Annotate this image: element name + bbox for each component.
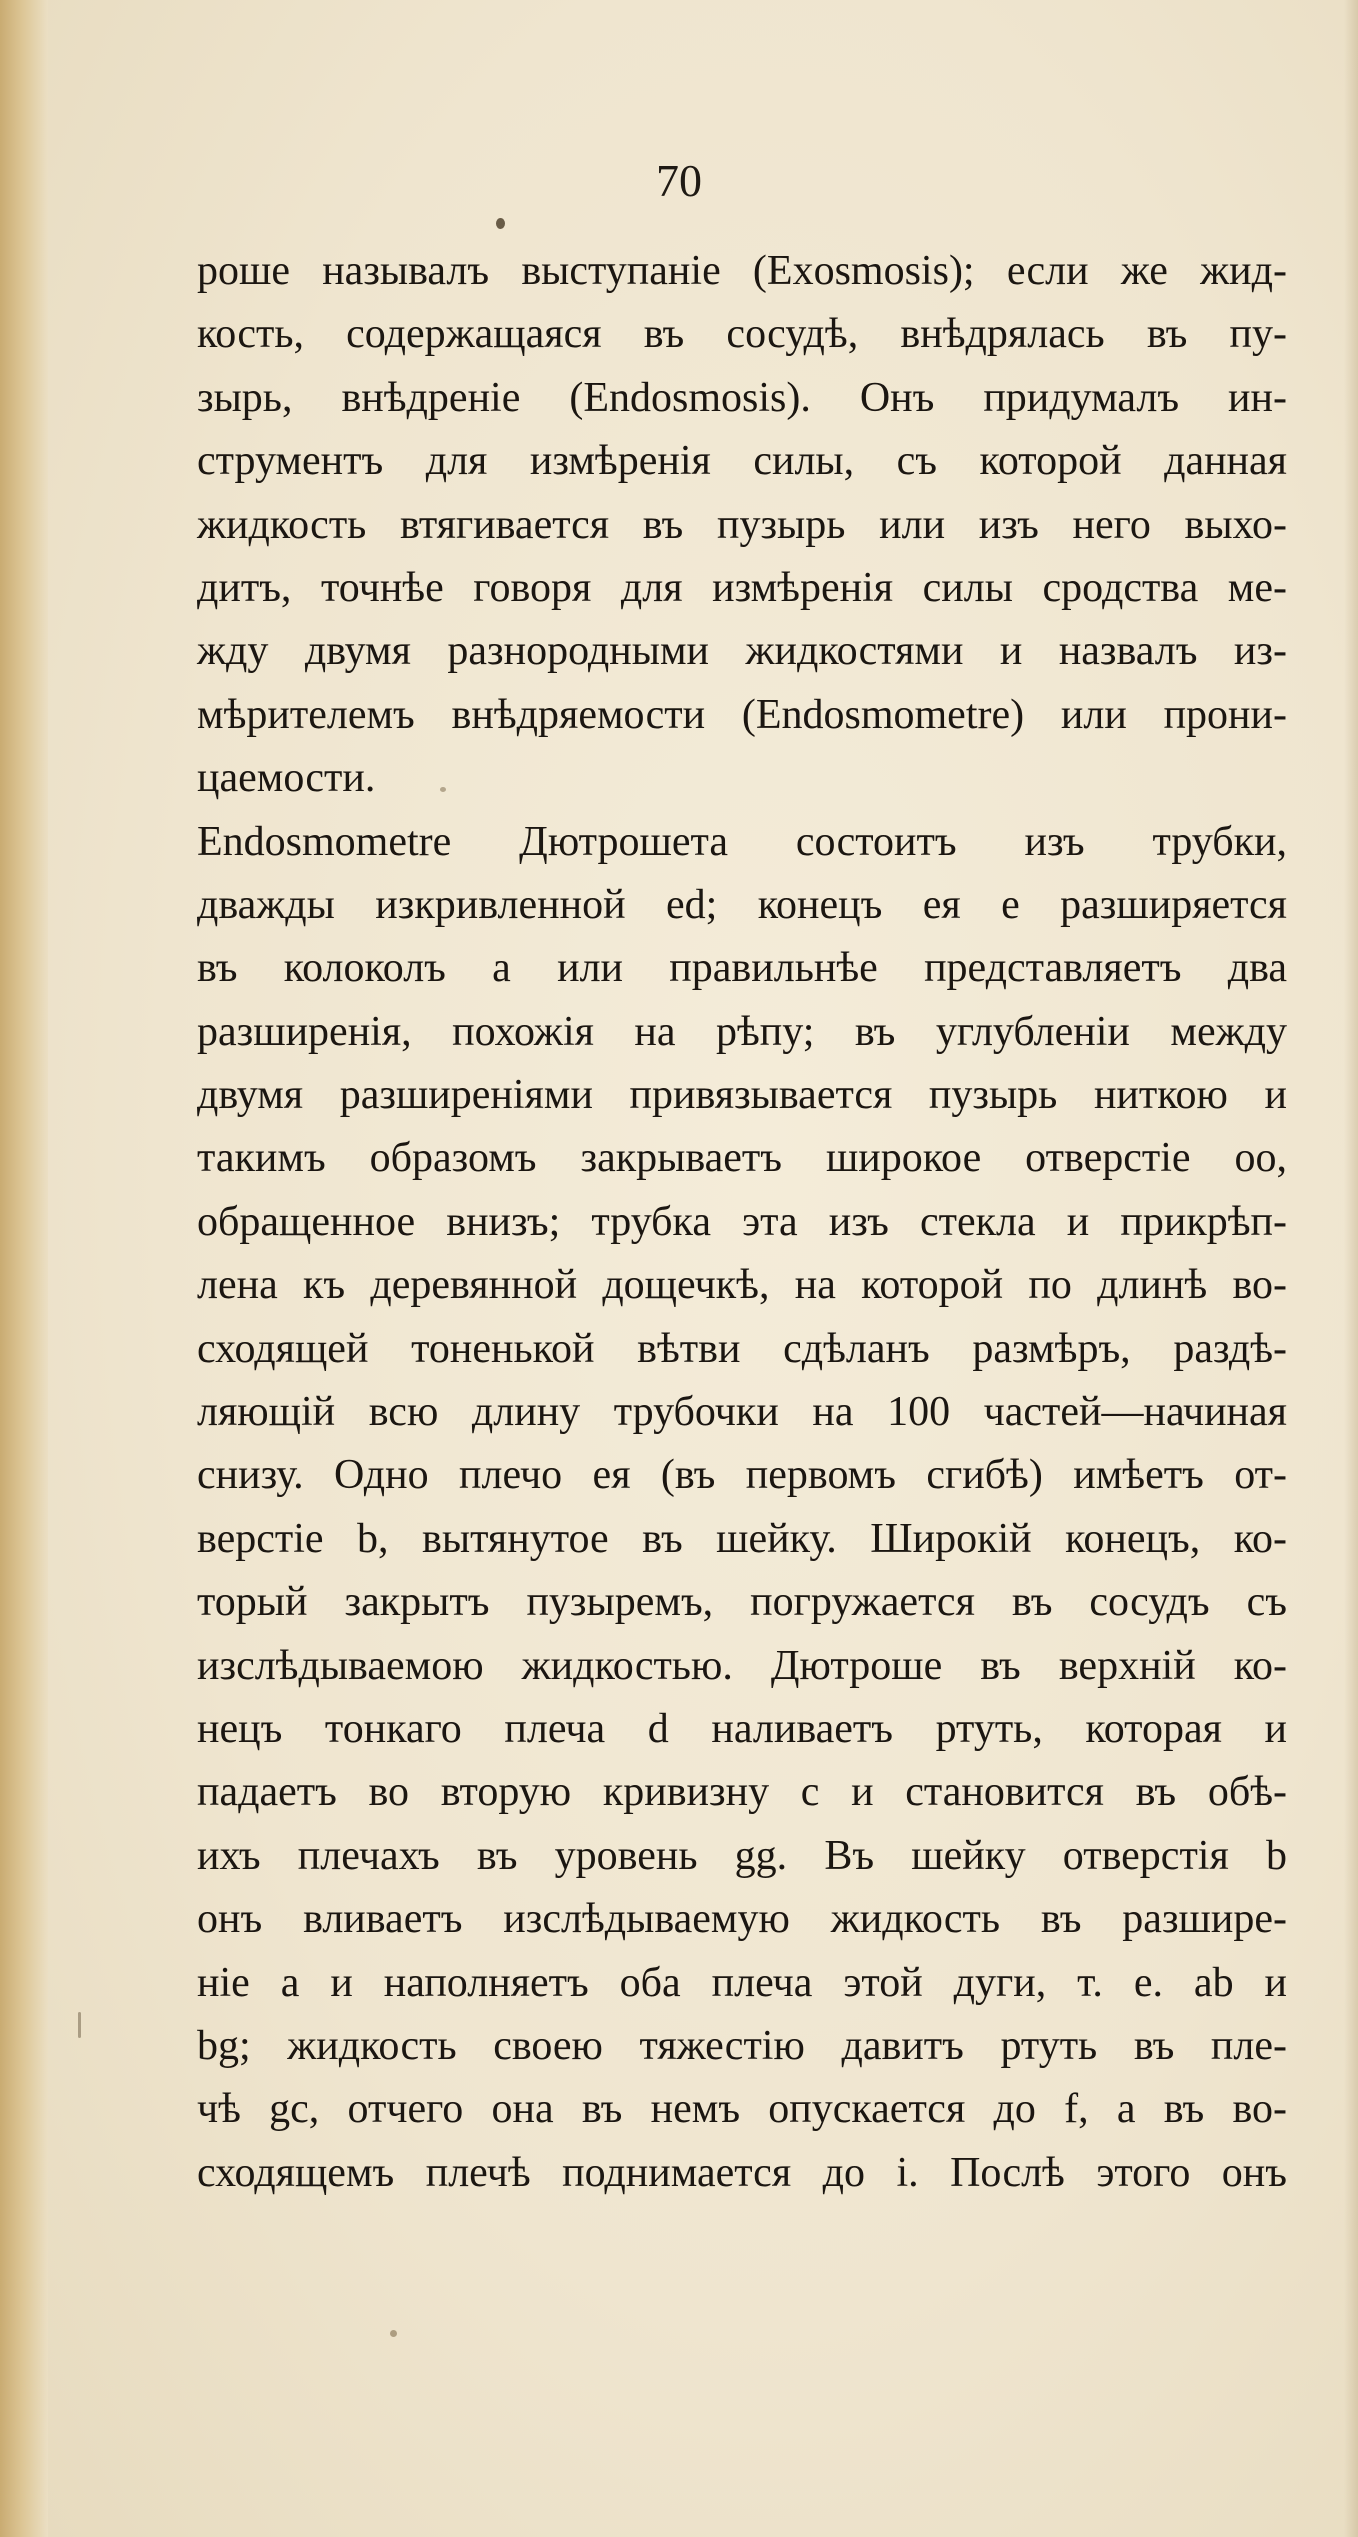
text-line: разширенія, похожія на рѣпу; въ углубленіи между: [197, 1008, 1287, 1055]
text-line: обращенное внизъ; трубка эта изъ стекла и прикрѣп-: [197, 1198, 1287, 1245]
text-line: изслѣдываемою жидкостью. Дютроше въ верхній ко-: [197, 1642, 1287, 1689]
text-line: такимъ образомъ закрываетъ широкое отверстіе oo,: [197, 1135, 1287, 1182]
text-line: мѣрителемъ внѣдряемости (Endosmometre) или прони-: [197, 691, 1287, 738]
text-line: жду двумя разнородными жидкостями и назвалъ из-: [197, 628, 1287, 675]
text-line: ихъ плечахъ въ уровень gg. Въ шейку отверстія b: [197, 1832, 1287, 1879]
text-line: въ колоколъ а или правильнѣе представляетъ два: [197, 945, 1287, 992]
text-line: снизу. Одно плечо ея (въ первомъ сгибѣ) имѣетъ от-: [197, 1452, 1287, 1499]
text-line: сходящемъ плечѣ поднимается до i. Послѣ этого онъ: [197, 2149, 1287, 2196]
text-line: bg; жидкость своею тяжестію давитъ ртуть въ пле-: [197, 2022, 1287, 2069]
text-line: онъ вливаетъ изслѣдываемую жидкость въ разшире-: [197, 1896, 1287, 1943]
text-line: жидкость втягивается въ пузырь или изъ него выхо-: [197, 501, 1287, 548]
text-line: Endosmometre Дютрошета состоитъ изъ трубки,: [197, 818, 1287, 865]
ink-spot: [390, 2330, 397, 2337]
text-line: торый закрытъ пузыремъ, погружается въ сосудъ съ: [197, 1579, 1287, 1626]
text-line: падаетъ во вторую кривизну c и становится въ обѣ-: [197, 1769, 1287, 1816]
text-line: верстіе b, вытянутое въ шейку. Широкій конецъ, ко-: [197, 1515, 1287, 1562]
text-line: роше называлъ выступаніе (Exosmosis); если же жид-: [197, 248, 1287, 294]
text-line: ляющій всю длину трубочки на 100 частей—начиная: [197, 1389, 1287, 1436]
text-line: двумя разширеніями привязывается пузырь ниткою и: [197, 1072, 1287, 1119]
text-line: дважды изкривленной ed; конецъ ея е разширяется: [197, 881, 1287, 928]
text-line: нецъ тонкаго плеча d наливаетъ ртуть, которая и: [197, 1705, 1287, 1752]
text-line: лена къ деревянной дощечкѣ, на которой по длинѣ во-: [197, 1262, 1287, 1309]
text-line: зырь, внѣдреніе (Endosmosis). Онъ придумалъ ин-: [197, 374, 1287, 421]
text-line: сходящей тоненькой вѣтви сдѣланъ размѣръ, раздѣ-: [197, 1325, 1287, 1372]
text-line: дитъ, точнѣе говоря для измѣренія силы сродства ме-: [197, 564, 1287, 611]
text-line: кость, содержащаяся въ сосудѣ, внѣдрялась въ пу-: [197, 311, 1287, 358]
book-spine-shadow: [0, 0, 48, 2537]
page-number: 70: [656, 155, 702, 206]
text-line: струментъ для измѣренія силы, съ которой данная: [197, 438, 1287, 485]
text-line: цаемости.: [197, 755, 376, 802]
text-line: ніе a и наполняетъ оба плеча этой дуги, т. е. ab и: [197, 1959, 1287, 2006]
page-edge-shadow: [1344, 0, 1358, 2537]
ink-spot: [78, 2012, 81, 2038]
body-text: [197, 240, 1287, 2205]
text-line: чѣ gc, отчего она въ немъ опускается до f, а въ во-: [197, 2086, 1287, 2133]
ink-spot: [496, 218, 505, 229]
